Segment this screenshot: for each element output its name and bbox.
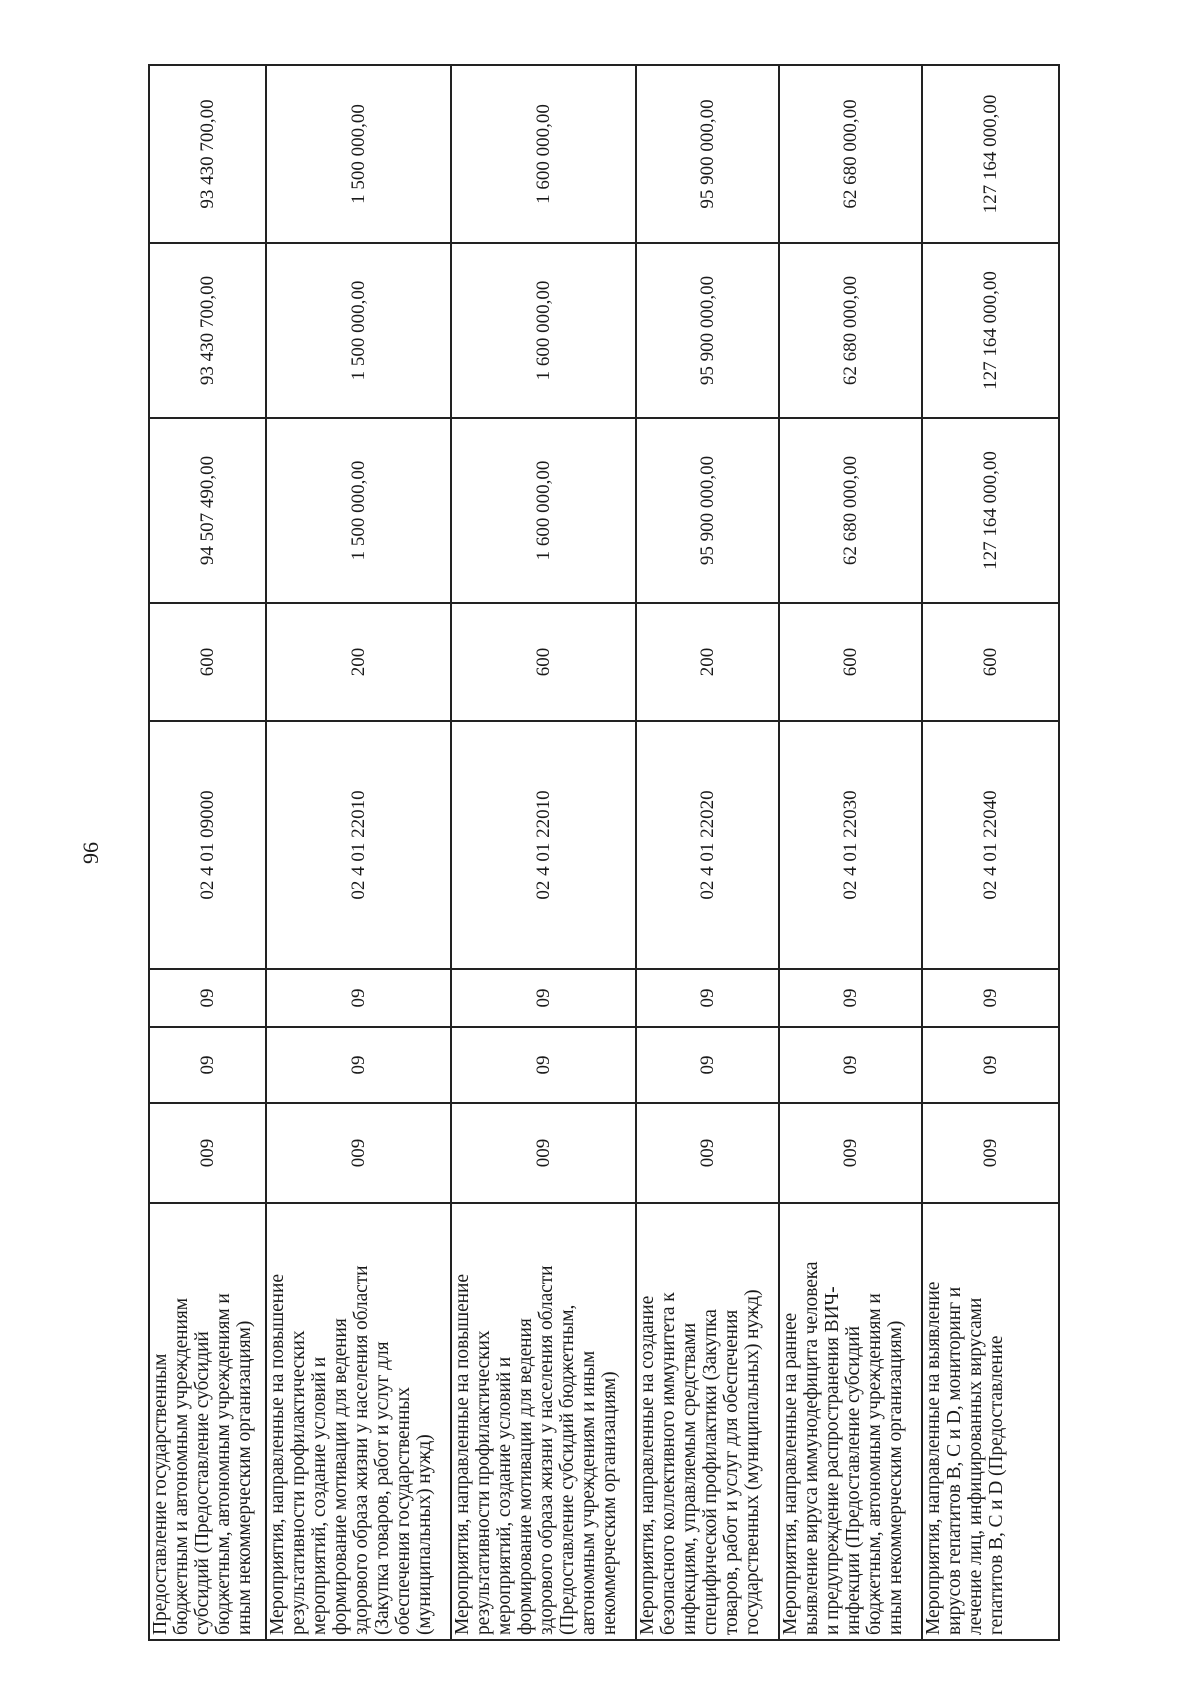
target-article-cell: 02 4 01 22030	[779, 721, 922, 969]
target-article-cell: 02 4 01 22010	[266, 721, 451, 969]
subsection-code-cell: 09	[922, 969, 1059, 1027]
ministry-code-cell: 009	[922, 1103, 1059, 1203]
description-cell: Мероприятия, направленные на выявление вирусов гепатитов B, C и D, мониторинг и лечение лиц, инфицированных вирусами гепатитов B, C и D (Предоставление	[922, 1203, 1059, 1640]
subsection-code-cell: 09	[149, 969, 266, 1027]
description-cell: Мероприятия, направленные на повышение результативности профилактических мероприятий, создание условий и формирование мотивации для ведения здорового образа жизни у населения области (Закупка товаров, работ и услуг для обеспечения государственных (муниципальных) нужд)	[266, 1203, 451, 1640]
ministry-code-cell: 009	[149, 1103, 266, 1203]
description-cell: Мероприятия, направленные на повышение результативности профилактических мероприятий, создание условий и формирование мотивации для ведения здорового образа жизни у населения области (Предоставление субсидий бюджетным, автономным учреждениям и иным некоммерческим организациям)	[451, 1203, 636, 1640]
target-article-cell: 02 4 01 22010	[451, 721, 636, 969]
table-row	[266, 65, 451, 1640]
amount-cell: 127 164 000,00	[922, 418, 1059, 603]
subsection-code-cell: 09	[451, 969, 636, 1027]
amount-cell: 1 500 000,00	[266, 418, 451, 603]
target-article-cell: 02 4 01 22040	[922, 721, 1059, 969]
section-code-cell: 09	[636, 1027, 779, 1103]
budget-table	[148, 64, 1060, 1641]
section-code-cell: 09	[779, 1027, 922, 1103]
expense-type-cell: 600	[149, 603, 266, 721]
section-code-cell: 09	[149, 1027, 266, 1103]
amount-cell: 95 900 000,00	[636, 418, 779, 603]
amount-cell: 62 680 000,00	[779, 65, 922, 243]
expense-type-cell: 200	[636, 603, 779, 721]
ministry-code-cell: 009	[451, 1103, 636, 1203]
section-code-cell: 09	[922, 1027, 1059, 1103]
description-cell: Мероприятия, направленные на создание безопасного коллективного иммунитета к инфекциям, управляемым средствами специфической профилактики (Закупка товаров, работ и услуг для обеспечения государственных (муниципальных) нужд)	[636, 1203, 779, 1640]
table-row	[779, 65, 922, 1640]
expense-type-cell: 600	[779, 603, 922, 721]
ministry-code-cell: 009	[779, 1103, 922, 1203]
amount-cell: 1 600 000,00	[451, 418, 636, 603]
ministry-code-cell: 009	[636, 1103, 779, 1203]
table-row	[636, 65, 779, 1640]
table-row	[451, 65, 636, 1640]
subsection-code-cell: 09	[266, 969, 451, 1027]
subsection-code-cell: 09	[779, 969, 922, 1027]
amount-cell: 62 680 000,00	[779, 418, 922, 603]
amount-cell: 127 164 000,00	[922, 65, 1059, 243]
description-cell: Мероприятия, направленные на раннее выявление вируса иммунодефицита человека и предупреждение распространения ВИЧ- инфекции (Предоставление субсидий бюджетным, автономным учреждениям и иным некоммерческим организациям)	[779, 1203, 922, 1640]
table-row	[922, 65, 1059, 1640]
subsection-code-cell: 09	[636, 969, 779, 1027]
amount-cell: 93 430 700,00	[149, 65, 266, 243]
expense-type-cell: 600	[451, 603, 636, 721]
section-code-cell: 09	[266, 1027, 451, 1103]
amount-cell: 62 680 000,00	[779, 243, 922, 418]
amount-cell: 127 164 000,00	[922, 243, 1059, 418]
amount-cell: 1 600 000,00	[451, 65, 636, 243]
description-cell: Предоставление государственным бюджетным и автономным учреждениям субсидий (Предоставление субсидий бюджетным, автономным учреждениям и иным некоммерческим организациям)	[149, 1203, 266, 1640]
amount-cell: 94 507 490,00	[149, 418, 266, 603]
table-row	[149, 65, 266, 1640]
amount-cell: 1 600 000,00	[451, 243, 636, 418]
rotated-table-container	[148, 66, 1058, 1641]
amount-cell: 95 900 000,00	[636, 243, 779, 418]
amount-cell: 1 500 000,00	[266, 243, 451, 418]
expense-type-cell: 600	[922, 603, 1059, 721]
target-article-cell: 02 4 01 09000	[149, 721, 266, 969]
expense-type-cell: 200	[266, 603, 451, 721]
amount-cell: 95 900 000,00	[636, 65, 779, 243]
target-article-cell: 02 4 01 22020	[636, 721, 779, 969]
ministry-code-cell: 009	[266, 1103, 451, 1203]
page-number: 96	[78, 842, 103, 864]
amount-cell: 1 500 000,00	[266, 65, 451, 243]
section-code-cell: 09	[451, 1027, 636, 1103]
amount-cell: 93 430 700,00	[149, 243, 266, 418]
